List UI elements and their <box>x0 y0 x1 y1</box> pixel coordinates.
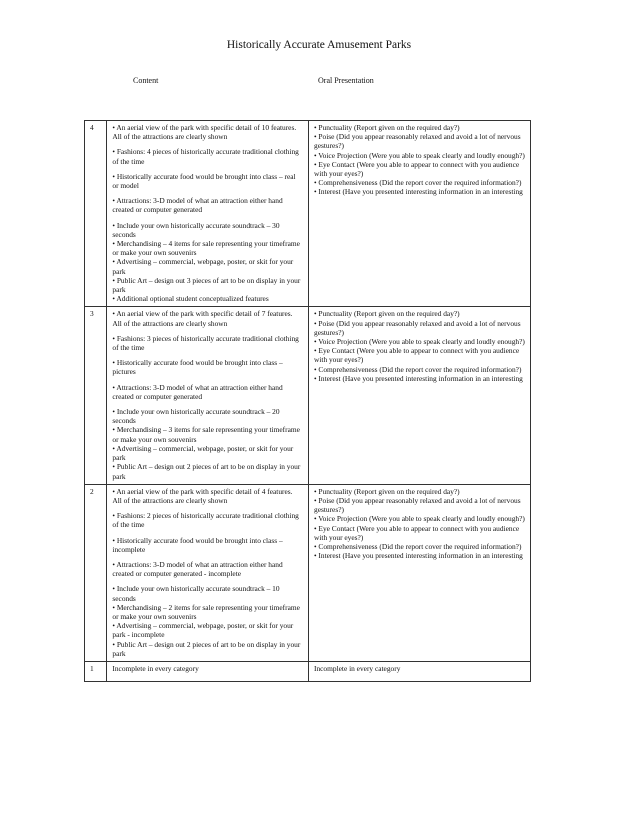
criterion-item: • An aerial view of the park with specific detail of 7 features. All of the attractions are clearly shown <box>112 309 293 328</box>
score-cell: 1 <box>85 661 107 681</box>
criterion-item: • Advertising – commercial, webpage, poster, or skit for your park - incomplete <box>112 621 294 640</box>
criterion-item: • Fashions: 3 pieces of historically accurate traditional clothing of the time <box>112 333 299 353</box>
criterion-item: • Fashions: 2 pieces of historically accurate traditional clothing of the time <box>112 511 299 530</box>
criterion-item: • Attractions: 3-D model of what an attraction either hand created or computer generated <box>112 382 283 401</box>
oral-criteria-cell <box>309 484 531 661</box>
criterion-item: • Merchandising – 2 items for sale representing your timeframe or make your own souvenirs <box>112 602 300 621</box>
criterion-item: • Voice Projection (Were you able to speak clearly and loudly enough?) <box>314 514 525 524</box>
rubric-row-score-2 <box>85 484 531 661</box>
rubric-row-score-3 <box>85 307 531 484</box>
criterion-item: • Attractions: 3-D model of what an attraction either hand created or computer generated <box>112 196 283 215</box>
criterion-item: • Historically accurate food would be brought into class – real or model <box>112 171 296 191</box>
criterion-item: Incomplete in every category <box>314 663 401 673</box>
criterion-item: • Poise (Did you appear reasonably relaxed and avoid a lot of nervous gestures?) <box>314 318 521 337</box>
criterion-item: • An aerial view of the park with specific detail of 4 features. All of the attractions are clearly shown <box>112 486 293 505</box>
content-criteria-cell <box>107 661 309 681</box>
document-title: Historically Accurate Amusement Parks <box>226 39 412 51</box>
criterion-item: • Include your own historically accurate soundtrack – 10 seconds <box>112 584 280 603</box>
criterion-item: • Comprehensiveness (Did the report cover the required information?) <box>314 364 522 374</box>
criterion-item: • Public Art – design out 2 pieces of art to be on display in your park <box>112 462 301 481</box>
oral-criteria-cell <box>309 307 531 484</box>
criterion-item: • Eye Contact (Were you able to appear to connect with you audience with your eyes?) <box>314 346 520 365</box>
criterion-item: • Eye Contact (Were you able to appear to connect with you audience with your eyes?) <box>314 523 520 542</box>
criterion-item: • Voice Projection (Were you able to speak clearly and loudly enough?) <box>314 150 525 160</box>
criterion-item: • Public Art – design out 2 pieces of art to be on display in your park <box>112 639 301 658</box>
criterion-item: • Merchandising – 4 items for sale representing your timeframe or make your own souvenirs <box>112 239 300 258</box>
criterion-item: • Punctuality (Report given on the required day?) <box>314 486 460 496</box>
criterion-item: • An aerial view of the park with specific detail of 10 features. All of the attractions are clearly shown <box>112 123 297 142</box>
criterion-item: • Advertising – commercial, webpage, poster, or skit for your park <box>112 257 294 276</box>
criterion-item: • Interest (Have you presented interesting information in an interesting <box>314 551 523 561</box>
criterion-item: Incomplete in every category <box>112 663 199 673</box>
criterion-item: • Punctuality (Report given on the required day?) <box>314 123 460 132</box>
criterion-item: • Interest (Have you presented interesting information in an interesting <box>314 187 523 197</box>
oral-criteria-cell <box>309 121 531 307</box>
criterion-item: • Voice Projection (Were you able to speak clearly and loudly enough?) <box>314 337 525 347</box>
criterion-item: • Include your own historically accurate soundtrack – 30 seconds <box>112 220 280 239</box>
score-cell: 2 <box>85 484 107 661</box>
score-cell: 3 <box>85 307 107 484</box>
criterion-item: • Eye Contact (Were you able to appear to connect with you audience with your eyes?) <box>314 159 520 179</box>
rubric-row-score-1 <box>85 661 531 681</box>
criterion-item: • Include your own historically accurate soundtrack – 20 seconds <box>112 407 280 426</box>
content-column-header: Content <box>133 76 159 85</box>
criterion-item: • Historically accurate food would be brought into class – incomplete <box>112 535 283 554</box>
criterion-item: • Merchandising – 3 items for sale representing your timeframe or make your own souvenirs <box>112 425 300 444</box>
rubric-table <box>84 120 531 682</box>
criterion-item: • Poise (Did you appear reasonably relaxed and avoid a lot of nervous gestures?) <box>314 495 521 515</box>
criterion-item: • Public Art – design out 3 pieces of art to be on display in your park <box>112 275 301 295</box>
criterion-item: • Fashions: 4 pieces of historically accurate traditional clothing of the time <box>112 147 299 166</box>
rubric-row-score-4 <box>85 121 531 307</box>
criterion-item: • Historically accurate food would be brought into class – pictures <box>112 358 283 377</box>
criterion-item: • Interest (Have you presented interesting information in an interesting <box>314 373 523 383</box>
criterion-item: • Additional optional student conceptualized features <box>112 294 269 304</box>
oral-presentation-column-header: Oral Presentation <box>318 76 374 85</box>
criterion-item: • Poise (Did you appear reasonably relaxed and avoid a lot of nervous gestures?) <box>314 132 521 151</box>
score-cell: 4 <box>85 121 107 307</box>
oral-criteria-cell <box>309 661 531 681</box>
criterion-item: • Comprehensiveness (Did the report cover the required information?) <box>314 178 522 188</box>
criterion-item: • Advertising – commercial, webpage, poster, or skit for your park <box>112 443 294 463</box>
content-criteria-cell <box>107 484 309 661</box>
criterion-item: • Comprehensiveness (Did the report cover the required information?) <box>314 541 522 551</box>
criterion-item: • Punctuality (Report given on the required day?) <box>314 309 460 319</box>
content-criteria-cell <box>107 307 309 484</box>
content-criteria-cell <box>107 121 309 307</box>
criterion-item: • Attractions: 3-D model of what an attraction either hand created or computer generated - incomplete <box>112 559 283 579</box>
